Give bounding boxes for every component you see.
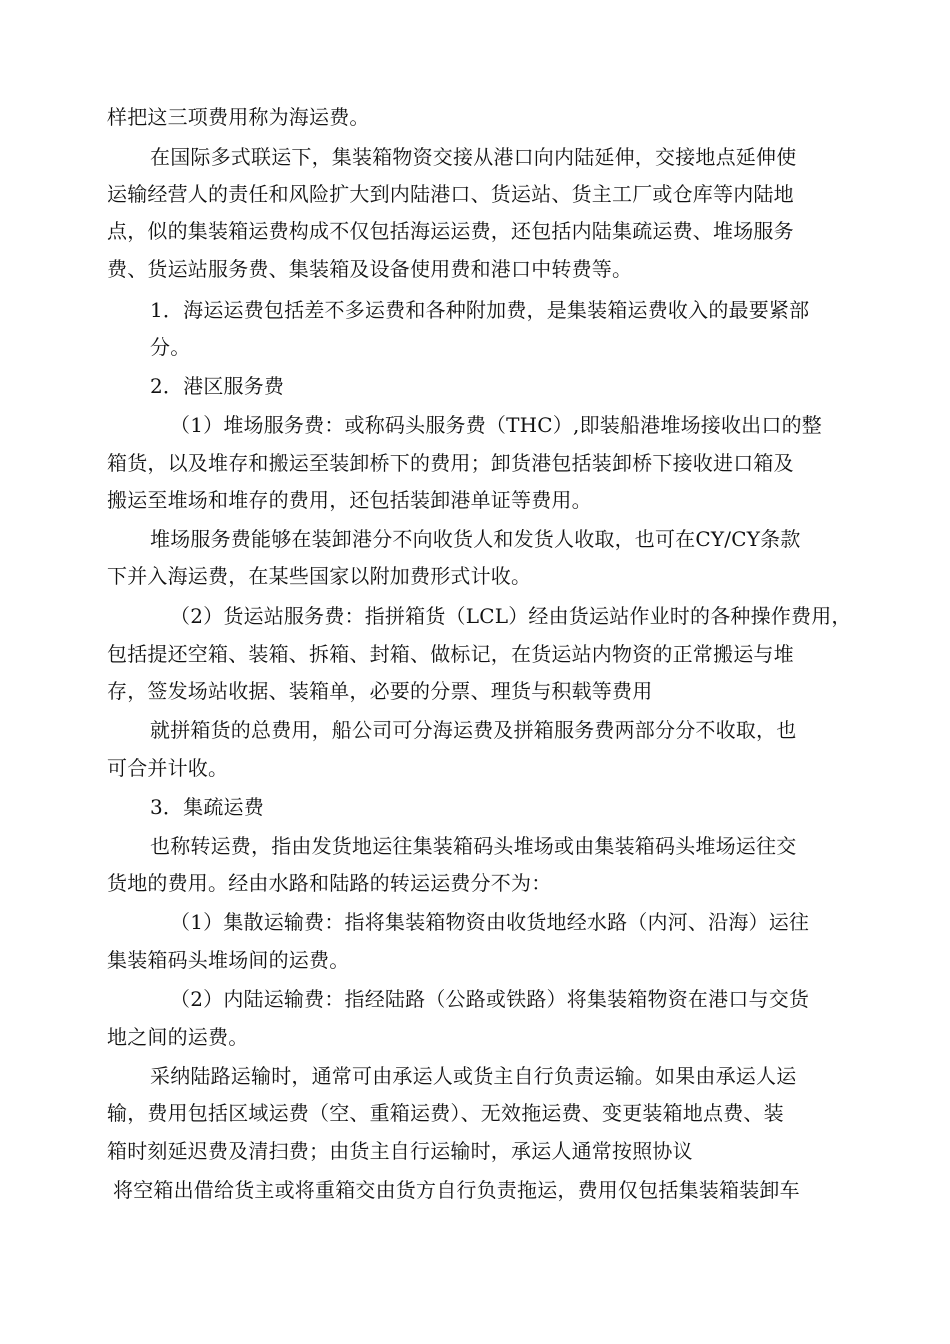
- section-heading: 3．集疏运费: [150, 795, 264, 819]
- text-line: 费、货运站服务费、集装箱及设备使用费和港口中转费等。: [107, 257, 633, 281]
- text-line: 货地的费用。经由水路和陆路的转运运费分不为：: [107, 871, 552, 895]
- text-line: 就拼箱货的总费用，船公司可分海运费及拼箱服务费两部分分不收取，也: [150, 718, 797, 742]
- text-line: 箱货，以及堆存和搬运至装卸桥下的费用；卸货港包括装卸桥下接收进口箱及: [107, 451, 794, 475]
- text-line: 搬运至堆场和堆存的费用，还包括装卸港单证等费用。: [107, 488, 592, 512]
- list-item: （1）集散运输费：指将集装箱物资由收货地经水路（内河、沿海）运往: [170, 910, 810, 934]
- text-line: 运输经营人的责任和风险扩大到内陆港口、货运站、货主工厂或仓库等内陆地: [107, 182, 794, 206]
- text-line: 也称转运费，指由发货地运往集装箱码头堆场或由集装箱码头堆场运往交: [150, 834, 797, 858]
- list-item: 1．海运运费包括差不多运费和各种附加费，是集装箱运费收入的最要紧部: [150, 298, 810, 322]
- text-line: 样把这三项费用称为海运费。: [107, 105, 370, 129]
- text-line: 可合并计收。: [107, 756, 229, 780]
- list-item: （1）堆场服务费：或称码头服务费（THC）,即装船港堆场接收出口的整: [170, 413, 822, 437]
- list-item: （2）内陆运输费：指经陆路（公路或铁路）将集装箱物资在港口与交货: [170, 987, 810, 1011]
- text-line: 集装箱码头堆场间的运费。: [107, 948, 350, 972]
- text-line: 输，费用包括区域运费（空、重箱运费）、无效拖运费、变更装箱地点费、装: [107, 1101, 784, 1125]
- text-line: 采纳陆路运输时，通常可由承运人或货主自行负责运输。如果由承运人运: [150, 1064, 797, 1088]
- text-line: 存，签发场站收据、装箱单，必要的分票、理货与积载等费用: [107, 679, 653, 703]
- text-line: 分。: [150, 335, 191, 359]
- section-heading: 2．港区服务费: [150, 374, 285, 398]
- text-line: 地之间的运费。: [107, 1025, 249, 1049]
- list-item: （2）货运站服务费：指拼箱货（LCL）经由货运站作业时的各种操作费用，: [170, 604, 852, 628]
- text-line: 下并入海运费，在某些国家以附加费形式计收。: [107, 564, 532, 588]
- text-line: 包括提还空箱、装箱、拆箱、封箱、做标记，在货运站内物资的正常搬运与堆: [107, 642, 794, 666]
- text-line: 将空箱出借给货主或将重箱交由货方自行负责拖运，费用仅包括集装箱装卸车: [113, 1178, 800, 1202]
- text-line: 堆场服务费能够在装卸港分不向收货人和发货人收取，也可在CY/CY条款: [150, 527, 801, 551]
- text-line: 在国际多式联运下，集装箱物资交接从港口向内陆延伸，交接地点延伸使: [150, 145, 797, 169]
- text-line: 点，似的集装箱运费构成不仅包括海运运费，还包括内陆集疏运费、堆场服务: [107, 219, 794, 243]
- text-line: 箱时刻延迟费及清扫费；由货主自行运输时，承运人通常按照协议: [107, 1139, 693, 1163]
